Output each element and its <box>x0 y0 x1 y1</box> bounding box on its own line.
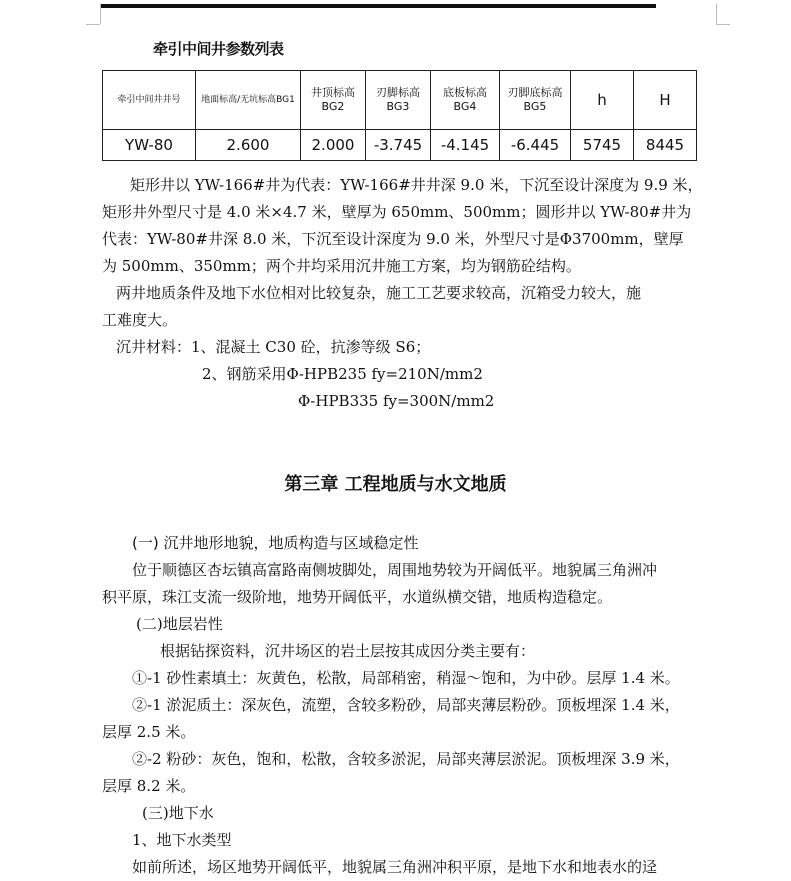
table-header-row <box>103 71 697 130</box>
sub-heading: 1、地下水类型 <box>132 831 232 849</box>
page-corner-mark-left-v <box>100 4 101 24</box>
materials-line: 2、钢筋采用Φ-HPB235 fy=210N/mm2 <box>202 365 483 383</box>
text-line: 矩形井外型尺寸是 4.0 米×4.7 米，壁厚为 650mm、500mm；圆形井以 YW-80#井为 <box>102 203 692 221</box>
text-line: 积平原，珠江支流一级阶地，地势开阔低平，水道纵横交错，地质构造稳定。 <box>102 588 613 606</box>
table-caption: 牵引中间井参数列表 <box>153 40 284 58</box>
text-line: 层厚 8.2 米。 <box>102 777 196 795</box>
text-line: 层厚 2.5 米。 <box>102 723 196 741</box>
table-cell: 8445 <box>634 130 697 161</box>
page-corner-mark-left <box>86 24 100 25</box>
materials-line: 沉井材料：1、混凝土 C30 砼，抗渗等级 S6； <box>116 338 431 356</box>
table-cell: 2.600 <box>196 130 301 161</box>
table-header-cell: 刃脚标高BG3 <box>366 71 431 130</box>
section-heading: (一) 沉井地形地貌，地质构造与区域稳定性 <box>132 534 419 552</box>
chapter-title: 第三章 工程地质与水文地质 <box>284 474 507 495</box>
list-item: ①-1 砂性素填土：灰黄色，松散，局部稍密，稍湿～饱和，为中砂。层厚 1.4 米。 <box>132 669 680 687</box>
table-cell: -6.445 <box>500 130 571 161</box>
list-item: ②-1 淤泥质土：深灰色，流塑，含较多粉砂，局部夹薄层粉砂。顶板埋深 1.4 米， <box>132 696 680 714</box>
table-header-cell: 地面标高/无坑标高BG1 <box>196 71 301 130</box>
table-header-cell: H <box>634 71 697 130</box>
table-header-cell: 底板标高BG4 <box>431 71 500 130</box>
section-heading: (三)地下水 <box>142 804 214 822</box>
text-line: 根据钻探资料，沉井场区的岩土层按其成因分类主要有： <box>160 642 536 660</box>
table-header-cell: 井顶标高BG2 <box>301 71 366 130</box>
chapter-body <box>102 530 714 881</box>
text-line: 如前所述，场区地势开阔低平，地貌属三角洲冲积平原，是地下水和地表水的迳 <box>132 858 658 876</box>
text-line: 代表：YW-80#井深 8.0 米，下沉至设计深度为 9.0 米，外型尺寸是Φ3700mm，壁厚 <box>102 230 684 248</box>
text-line: 矩形井以 YW-166#井为代表：YW-166#井井深 9.0 米，下沉至设计深度为 9.9 米， <box>130 176 703 194</box>
table-header-cell: 牵引中间井井号 <box>103 71 196 130</box>
text-line: 位于顺德区杏坛镇高富路南侧坡脚处，周围地势较为开阔低平。地貌属三角洲冲 <box>132 561 658 579</box>
page-corner-mark-right <box>716 24 730 25</box>
table-header-cell: h <box>571 71 634 130</box>
table-cell: -4.145 <box>431 130 500 161</box>
page-corner-mark-right-v <box>716 4 717 24</box>
table-row <box>103 130 697 161</box>
table-header-cell: 刃脚底标高BG5 <box>500 71 571 130</box>
table-cell: 2.000 <box>301 130 366 161</box>
section-heading: (二)地层岩性 <box>136 615 223 633</box>
table-cell: -3.745 <box>366 130 431 161</box>
well-description <box>102 172 714 415</box>
header-rule <box>100 4 656 8</box>
table-cell: 5745 <box>571 130 634 161</box>
table-cell: YW-80 <box>103 130 196 161</box>
parameter-table <box>102 70 697 161</box>
list-item: ②-2 粉砂：灰色，饱和，松散，含较多淤泥，局部夹薄层淤泥。顶板埋深 3.9 米， <box>132 750 680 768</box>
text-line: 两井地质条件及地下水位相对比较复杂，施工工艺要求较高，沉箱受力较大，施 <box>116 284 642 302</box>
text-line: 工难度大。 <box>102 311 178 329</box>
text-line: 为 500mm、350mm；两个井均采用沉井施工方案，均为钢筋砼结构。 <box>102 257 581 275</box>
materials-line: Φ-HPB335 fy=300N/mm2 <box>298 392 495 410</box>
